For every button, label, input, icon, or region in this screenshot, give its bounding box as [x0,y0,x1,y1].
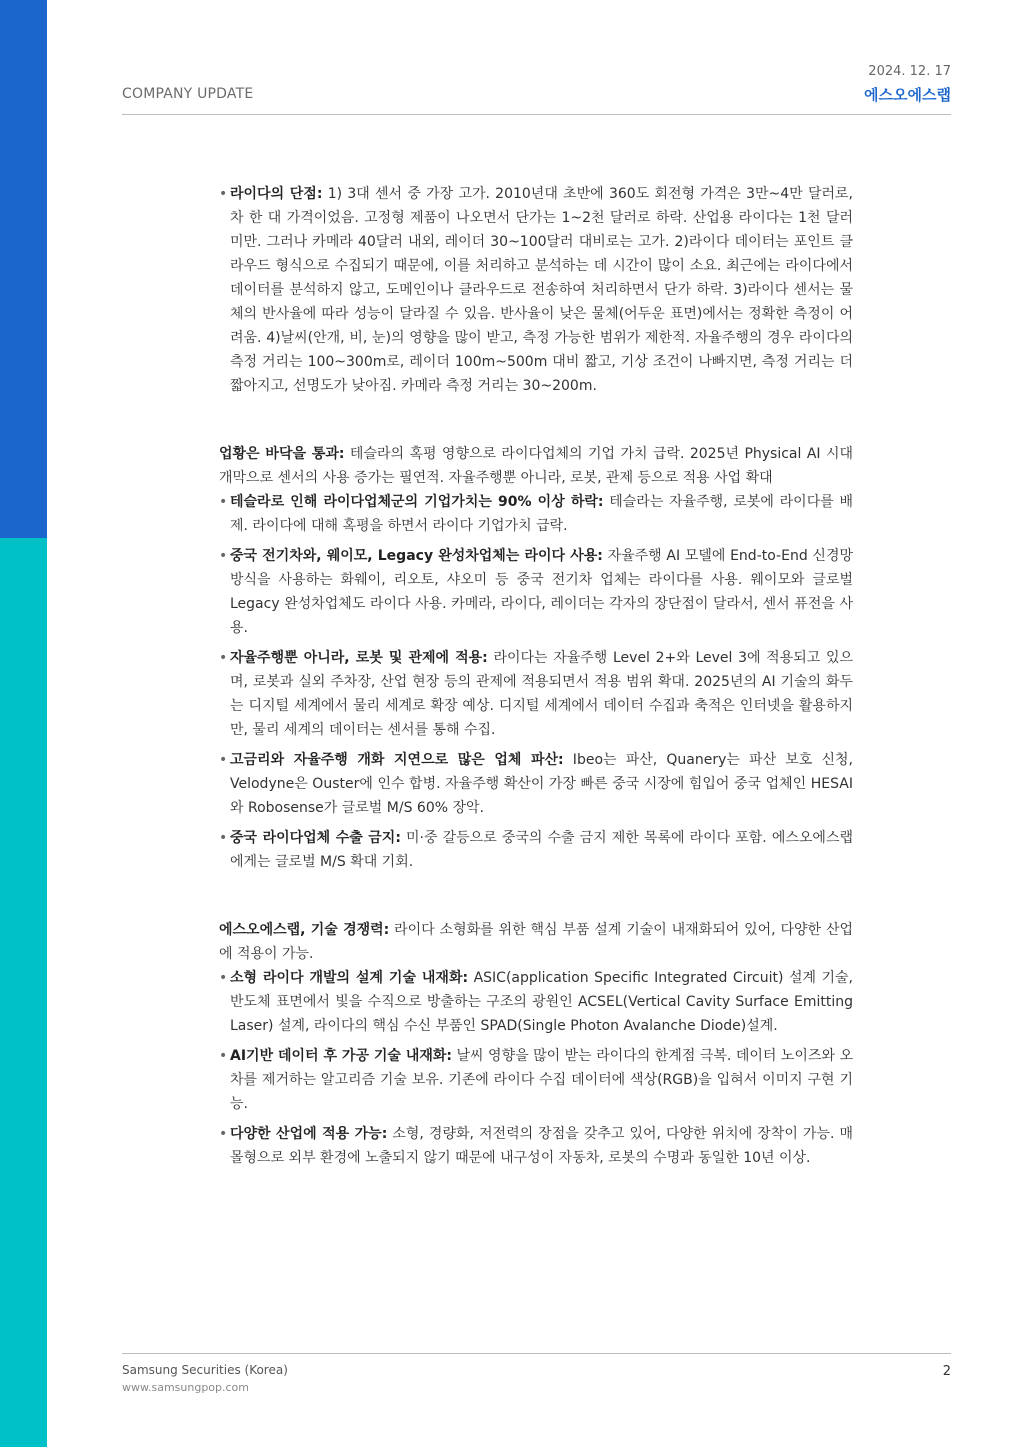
page-number: 2 [942,1364,951,1379]
bullet-lead: 고금리와 자율주행 개화 지연으로 많은 업체 파산: [230,752,564,768]
side-bar-top [0,0,47,538]
bullet-lead: 중국 전기차와, 웨이모, Legacy 완성차업체는 라이다 사용: [230,548,603,564]
bullet-export-ban [219,826,853,874]
bullet-design-tech [219,966,853,1038]
bullet-robot-control [219,646,853,742]
report-body [219,182,853,1176]
section-intro [219,918,853,966]
section-industry-bottom [219,442,853,874]
section-text: 라이다 소형화를 위한 핵심 부품 설계 기술이 내재화되어 있어, 다양한 산업에 적용이 가능. [219,922,853,962]
bullet-text: 테슬라는 자율주행, 로봇에 라이다를 배제. 라이다에 대해 혹평을 하면서 라이다 기업가치 급락. [230,494,853,534]
section-intro [219,442,853,490]
section-text: 테슬라의 혹평 영향으로 라이다업체의 기업 가치 급락. 2025년 Physical AI 시대 개막으로 센서의 사용 증가는 필연적. 자율주행뿐 아니라, 로봇, 관제 등으로 적용 사업 확대 [219,446,853,486]
bullet-icon: • [219,970,228,986]
bullet-lidar-drawbacks [219,182,853,398]
bullet-lead: 라이다의 단점: [230,186,323,202]
bullet-icon: • [219,186,228,202]
bullet-text: ASIC(application Specific Integrated Circuit) 설계 기술, 반도체 표면에서 빛을 수직으로 방출하는 구조의 광원인 ACSEL(Vertical Cavity Surface Emitting Laser) 설계, 라이다의 핵심 수신 부품인 SPAD(Single Photon Avalanche Diode)설계. [230,970,853,1034]
bullet-text: 1) 3대 센서 중 가장 고가. 2010년대 초반에 360도 회전형 가격은 3만~4만 달러로, 차 한 대 가격이었음. 고정형 제품이 나오면서 단가는 1~2천 달러로 하락. 산업용 라이다는 1천 달러 미만. 그러나 카메라 40달러 내외, 레이더 30~100달러 대비로는 고가. 2)라이다 데이터는 포인트 클라우드 형식으로 수집되기 때문에, 이를 처리하고 분석하는 데 시간이 많이 소요. 최근에는 라이다에서 데이터를 분석하지 않고, 도메인이나 클라우드로 전송하여 처리하면서 단가 하락. 3)라이다 센서는 물체의 반사율에 따라 성능이 달라질 수 있음. 반사율이 낮은 물체(어두운 표면)에서는 정확한 측정이 어려움. 4)날씨(안개, 비, 눈)의 영향을 많이 받고, 측정 가능한 범위가 제한적. 자율주행의 경우 라이다의 측정 거리는 100~300m로, 레이더 100m~500m 대비 짧고, 기상 조건이 나빠지면, 측정 거리는 더 짧아지고, 선명도가 낮아짐. 카메라 측정 거리는 30~200m. [230,186,853,394]
bullet-text: 소형, 경량화, 저전력의 장점을 갖추고 있어, 다양한 위치에 장착이 가능. 매몰형으로 외부 환경에 노출되지 않기 때문에 내구성이 자동차, 로봇의 수명과 동일한 10년 이상. [230,1126,853,1166]
footer-divider [122,1353,951,1354]
bullet-text: 자율주행 AI 모델에 End-to-End 신경망 방식을 사용하는 화웨이, 리오토, 샤오미 등 중국 전기차 업체는 라이다를 사용. 웨이모와 글로벌 Legacy 완성차업체도 라이다 사용. 카메라, 라이다, 레이더는 각자의 장단점이 달라서, 센서 퓨전을 사용. [230,548,853,636]
bullet-icon: • [219,752,228,768]
bullet-icon: • [219,1126,228,1142]
section-lead: 에스오에스랩, 기술 경쟁력: [219,922,390,938]
bullet-lead: 소형 라이다 개발의 설계 기술 내재화: [230,970,469,986]
section-tech-competitiveness [219,918,853,1170]
bullet-tesla [219,490,853,538]
footer-url: www.samsungpop.com [122,1381,250,1394]
bullet-text: 라이다는 자율주행 Level 2+와 Level 3에 적용되고 있으며, 로봇과 실외 주차장, 산업 현장 등의 관제에 적용되면서 적용 범위 확대. 2025년의 AI 기술의 화두는 디지털 세계에서 물리 세계로 확장 예상. 디지털 세계에서 데이터 수집과 축적은 인터넷을 활용하지만, 물리 세계의 데이터는 센서를 통해 수집. [230,650,853,738]
header-divider [122,114,951,115]
footer-company: Samsung Securities (Korea) [122,1363,288,1377]
bullet-china-ev [219,544,853,640]
bullet-icon: • [219,548,228,564]
bullet-icon: • [219,1048,228,1064]
bullet-text: Ibeo는 파산, Quanery는 파산 보호 신청, Velodyne은 Ouster에 인수 합병. 자율주행 확산이 가장 빠른 중국 시장에 힘입어 중국 업체인 HESAI와 Robosense가 글로벌 M/S 60% 장악. [230,752,853,816]
side-bar-bottom [0,538,47,1447]
bullet-lead: AI기반 데이터 후 가공 기술 내재화: [230,1048,453,1064]
bullet-icon: • [219,650,228,666]
section-lead: 업황은 바닥을 통과: [219,446,345,462]
report-category: COMPANY UPDATE [122,86,254,102]
bullet-ai-postprocessing [219,1044,853,1116]
bullet-icon: • [219,830,228,846]
bullet-bankruptcies [219,748,853,820]
report-date: 2024. 12. 17 [868,64,951,79]
company-name: 에스오에스랩 [864,86,951,104]
bullet-text: 미·중 갈등으로 중국의 수출 금지 제한 목록에 라이다 포함. 에스오에스랩에게는 글로벌 M/S 확대 기회. [230,830,854,870]
bullet-text: 날씨 영향을 많이 받는 라이다의 한계점 극복. 데이터 노이즈와 오차를 제거하는 알고리즘 기술 보유. 기존에 라이다 수집 데이터에 색상(RGB)을 입혀서 이미지 구현 기능. [230,1048,854,1112]
bullet-lead: 테슬라로 인해 라이다업체군의 기업가치는 90% 이상 하락: [230,494,604,510]
bullet-industry-applications [219,1122,853,1170]
bullet-lead: 다양한 산업에 적용 가능: [230,1126,388,1142]
bullet-lead: 자율주행뿐 아니라, 로봇 및 관제에 적용: [230,650,488,666]
bullet-lead: 중국 라이다업체 수출 금지: [230,830,401,846]
bullet-icon: • [219,494,228,510]
